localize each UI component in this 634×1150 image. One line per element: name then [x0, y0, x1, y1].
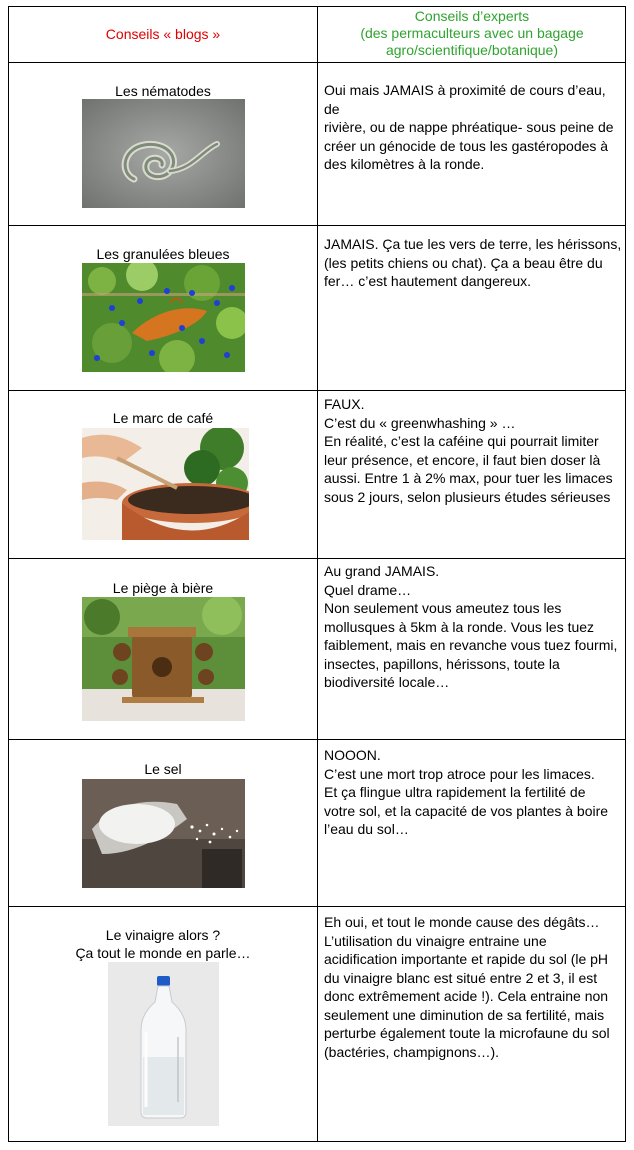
- advice-line: biodiversité locale…: [324, 674, 450, 690]
- row-title-cell: [8, 579, 318, 597]
- header-expert-advice: [318, 6, 626, 62]
- advice-line: JAMAIS. Ça tue les vers de terre, les hérissons,: [324, 236, 622, 252]
- advice-line: C’est du « greenwhashing » …: [324, 414, 516, 431]
- advice-line: Eh oui, et tout le monde cause des dégâts…: [324, 914, 600, 930]
- advice-line: Et ça flingue ultra rapidement la fertilité de: [324, 784, 586, 800]
- vinegar-bottle-image: [108, 962, 219, 1126]
- header-expert-line: (des permaculteurs avec un bagage: [360, 25, 584, 41]
- header-expert-line: Conseils d’experts: [414, 8, 530, 24]
- advice-line: (bactéries, champignons…).: [324, 1043, 500, 1060]
- row-divider: [8, 390, 626, 391]
- row-divider: [8, 62, 626, 63]
- row-title: Les nématodes: [115, 83, 211, 99]
- row-advice-cell: [324, 913, 624, 1061]
- row-divider: [8, 906, 626, 907]
- advice-line: fer… c’est hautement dangereux.: [324, 273, 532, 289]
- row-title-cell: [8, 926, 318, 962]
- advice-line: insectes, papillons, hérissons, toute la: [324, 655, 560, 672]
- beer-trap-image: [82, 597, 245, 721]
- row-title: Les granulées bleues: [96, 246, 230, 262]
- row-advice-cell: [324, 395, 624, 506]
- advice-line: Oui mais JAMAIS à proximité de cours d’eau, de: [324, 82, 606, 117]
- advice-line: votre sol, et la capacité de vos plantes à boire: [324, 802, 609, 819]
- advice-line: C’est une mort trop atroce pour les limaces.: [324, 765, 595, 782]
- row-title-cell: [8, 245, 318, 263]
- row-divider: [8, 739, 626, 740]
- advice-line: FAUX.: [324, 396, 365, 412]
- advice-line: donc extrêmement acide !). Cela entraine non: [324, 988, 609, 1004]
- table-column-divider: [317, 6, 318, 1142]
- row-title: Le marc de café: [112, 410, 214, 426]
- row-advice-cell: [324, 746, 624, 839]
- advice-line: En réalité, c’est la caféine qui pourrait limiter: [324, 433, 599, 449]
- table-border-left: [8, 6, 9, 1142]
- advice-line: mollusques à 5km à la ronde. Vous les tuez: [324, 618, 595, 635]
- row-advice-cell: [324, 81, 624, 174]
- advice-line: des kilomètres à la ronde.: [324, 156, 485, 172]
- advice-line: l’eau du sol…: [324, 821, 409, 837]
- row-divider: [8, 225, 626, 226]
- advice-line: rivière, ou de nappe phréatique- sous peine de: [324, 119, 614, 135]
- advice-line: sous 2 jours, selon plusieurs études sérieuses: [324, 488, 611, 505]
- header-expert-line: agro/scientifique/botanique): [385, 42, 558, 58]
- table-border-bottom: [8, 1141, 626, 1142]
- row-title: Le sel: [144, 761, 182, 777]
- advice-line: (les petits chiens ou chat). Ça a beau être du: [324, 254, 603, 271]
- advice-line: aussi. Entre 1 à 2% max, pour tuer les limaces: [324, 470, 613, 486]
- comparison-table: [8, 6, 626, 1142]
- row-title-cell: [8, 82, 318, 100]
- advice-line: faiblement, mais en revanche vous tuez fourmi,: [324, 637, 618, 653]
- row-divider: [8, 558, 626, 559]
- row-title: Ça tout le monde en parle…: [75, 945, 251, 961]
- coffee-grounds-image: [82, 428, 249, 540]
- advice-line: perturbe également toute la microfaune du sol: [324, 1025, 610, 1041]
- row-advice-cell: [324, 562, 624, 692]
- advice-line: seulement une diminution de sa fertilité, mais: [324, 1006, 605, 1023]
- advice-line: NOOON.: [324, 747, 381, 763]
- advice-line: du vinaigre blanc est situé entre 2 et 3, il est: [324, 969, 598, 986]
- row-title: Le vinaigre alors ?: [105, 927, 221, 943]
- blue-pellets-image: [82, 263, 245, 372]
- table-border-right: [625, 6, 626, 1142]
- advice-line: acidification importante et rapide du sol (le pH: [324, 951, 609, 967]
- nematode-image: [82, 99, 245, 208]
- advice-line: Non seulement vous ameutez tous les: [324, 600, 562, 616]
- salt-image: [82, 779, 245, 888]
- header-blogs-label: Conseils « blogs »: [105, 26, 221, 42]
- advice-line: créer un génocide de tous les gastéropodes à: [324, 137, 609, 154]
- row-title: Le piège à bière: [112, 580, 214, 596]
- advice-line: Quel drame…: [324, 581, 412, 598]
- advice-line: L’utilisation du vinaigre entraine une: [324, 932, 547, 949]
- advice-line: Au grand JAMAIS.: [324, 563, 440, 579]
- header-blogs-advice: [8, 6, 318, 62]
- row-title-cell: [8, 760, 318, 778]
- advice-line: leur présence, et encore, il faut bien doser là: [324, 451, 601, 468]
- row-title-cell: [8, 409, 318, 427]
- row-advice-cell: [324, 235, 624, 291]
